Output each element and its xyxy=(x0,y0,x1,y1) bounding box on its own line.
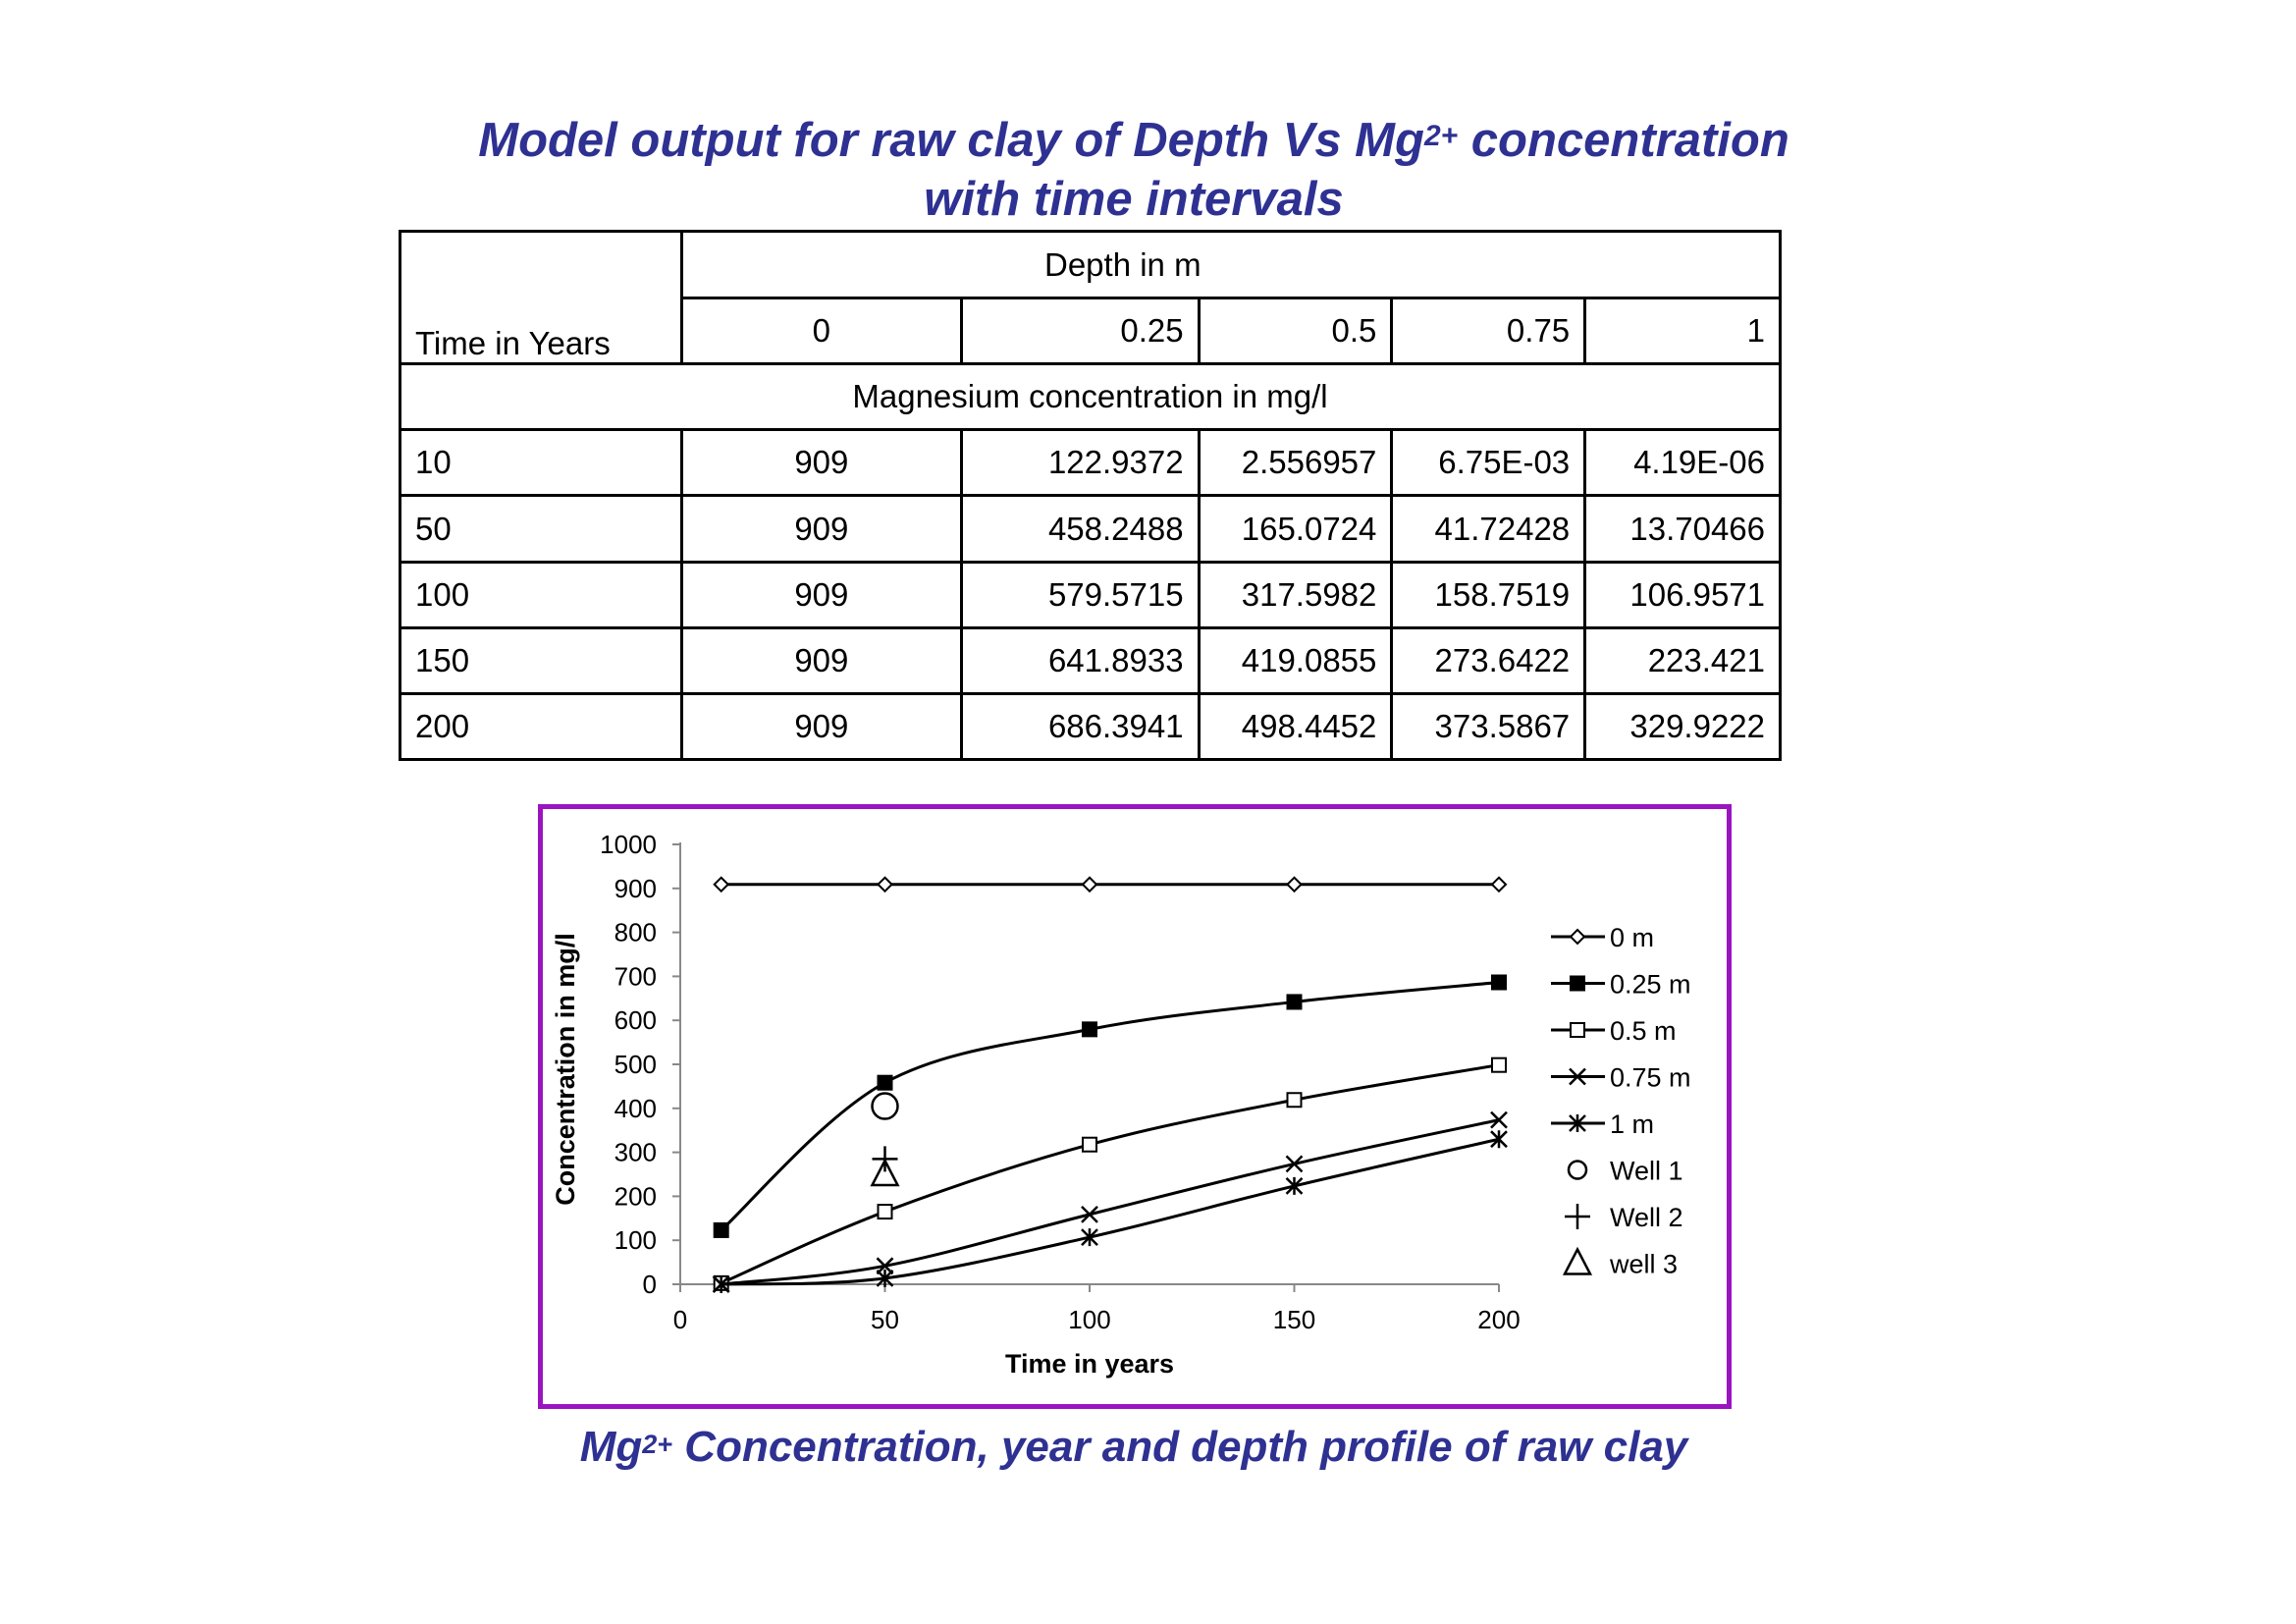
caption-text: Concentration, year and depth profile of raw clay xyxy=(672,1423,1688,1471)
time-cell: 100 xyxy=(400,562,682,627)
y-tick-label: 400 xyxy=(614,1093,657,1123)
y-tick-label: 700 xyxy=(614,961,657,992)
value-cell: 909 xyxy=(681,562,962,627)
data-point-0m xyxy=(1083,878,1096,892)
data-point-0_25m xyxy=(714,1222,729,1238)
value-cell: 41.72428 xyxy=(1392,496,1585,562)
data-point-0_25m xyxy=(1082,1021,1097,1037)
value-cell: 458.2488 xyxy=(962,496,1199,562)
value-cell: 498.4452 xyxy=(1199,693,1392,759)
depth-col-1: 0.25 xyxy=(962,298,1199,364)
value-cell: 2.556957 xyxy=(1199,430,1392,496)
title-text-a: Model output for raw clay of Depth Vs Mg xyxy=(478,114,1424,167)
legend-marker-0_25-m xyxy=(1570,976,1585,992)
legend-marker-0-m xyxy=(1571,930,1584,944)
legend-label-0_75-m: 0.75 m xyxy=(1610,1062,1691,1093)
y-tick-label: 100 xyxy=(614,1225,657,1256)
value-cell: 686.3941 xyxy=(962,693,1199,759)
caption-prefix: Mg xyxy=(579,1423,643,1471)
page-subtitle: with time intervals xyxy=(924,173,1344,226)
value-cell: 165.0724 xyxy=(1199,496,1392,562)
y-tick-label: 200 xyxy=(614,1181,657,1212)
time-header: Time in Years xyxy=(400,232,682,364)
value-cell: 909 xyxy=(681,627,962,693)
y-tick-label: 900 xyxy=(614,873,657,903)
value-cell: 317.5982 xyxy=(1199,562,1392,627)
depth-col-2: 0.5 xyxy=(1199,298,1392,364)
time-cell: 50 xyxy=(400,496,682,562)
series-line-0_5m xyxy=(721,1065,1499,1283)
legend-label-0-m: 0 m xyxy=(1610,923,1655,952)
y-tick-label: 600 xyxy=(614,1005,657,1036)
value-cell: 273.6422 xyxy=(1392,627,1585,693)
well-point-well-1 xyxy=(873,1094,898,1119)
y-tick-label: 1000 xyxy=(600,830,657,859)
legend-marker-well-2 xyxy=(1565,1204,1590,1229)
value-cell: 641.8933 xyxy=(962,627,1199,693)
value-cell: 158.7519 xyxy=(1392,562,1585,627)
value-cell: 373.5867 xyxy=(1392,693,1585,759)
y-tick-label: 500 xyxy=(614,1050,657,1079)
value-cell: 223.421 xyxy=(1585,627,1781,693)
series-line-0_25m xyxy=(721,982,1499,1229)
legend-label-0_5-m: 0.5 m xyxy=(1610,1016,1677,1046)
legend-marker-well-1 xyxy=(1569,1162,1586,1179)
value-cell: 13.70466 xyxy=(1585,496,1781,562)
value-cell: 106.9571 xyxy=(1585,562,1781,627)
data-point-0m xyxy=(1492,878,1506,892)
x-axis-label: Time in years xyxy=(1004,1349,1175,1379)
value-cell: 6.75E-03 xyxy=(1392,430,1585,496)
time-cell: 200 xyxy=(400,693,682,759)
depth-col-0: 0 xyxy=(681,298,962,364)
data-point-0_5m xyxy=(1083,1138,1096,1152)
title-text-b: concentration xyxy=(1458,114,1789,167)
value-cell: 4.19E-06 xyxy=(1585,430,1781,496)
data-point-0m xyxy=(1288,878,1302,892)
data-point-0_25m xyxy=(878,1075,893,1091)
value-cell: 122.9372 xyxy=(962,430,1199,496)
value-cell: 909 xyxy=(681,496,962,562)
legend-label-well-1: Well 1 xyxy=(1610,1156,1683,1186)
legend-label-0_25-m: 0.25 m xyxy=(1610,969,1691,1000)
x-tick-label: 150 xyxy=(1272,1305,1316,1334)
depth-col-4: 1 xyxy=(1585,298,1781,364)
value-cell: 909 xyxy=(681,430,962,496)
data-point-0m xyxy=(715,878,728,892)
x-tick-label: 0 xyxy=(672,1305,688,1334)
x-tick-label: 50 xyxy=(871,1305,899,1334)
data-point-0_25m xyxy=(1287,994,1303,1009)
unit-subheader: Magnesium concentration in mg/l xyxy=(400,364,1781,430)
y-tick-label: 0 xyxy=(642,1270,657,1299)
legend-marker-well-3 xyxy=(1565,1250,1590,1274)
y-tick-label: 800 xyxy=(614,917,657,947)
value-cell: 419.0855 xyxy=(1199,627,1392,693)
data-point-0m xyxy=(879,878,892,892)
chart-caption xyxy=(471,1421,1796,1474)
y-axis-label: Concentration in mg/l xyxy=(551,933,580,1206)
data-point-0_5m xyxy=(1492,1058,1506,1072)
legend-label-well-2: Well 2 xyxy=(1610,1203,1683,1232)
legend-marker-0_5-m xyxy=(1571,1023,1584,1037)
depth-header: Depth in m xyxy=(681,232,1780,298)
time-cell: 150 xyxy=(400,627,682,693)
time-cell: 10 xyxy=(400,430,682,496)
series-line-1m xyxy=(721,1139,1499,1284)
data-point-0_5m xyxy=(879,1205,892,1218)
title-superscript: 2+ xyxy=(1423,120,1459,152)
value-cell: 329.9222 xyxy=(1585,693,1781,759)
y-tick-label: 300 xyxy=(614,1137,657,1167)
series-line-0_75m xyxy=(721,1120,1499,1284)
x-tick-label: 100 xyxy=(1068,1305,1111,1334)
depth-col-3: 0.75 xyxy=(1392,298,1585,364)
caption-superscript: 2+ xyxy=(642,1430,673,1459)
value-cell: 909 xyxy=(681,693,962,759)
data-point-0_25m xyxy=(1491,974,1507,990)
value-cell: 579.5715 xyxy=(962,562,1199,627)
legend-label-1-m: 1 m xyxy=(1610,1110,1655,1139)
x-tick-label: 200 xyxy=(1477,1305,1521,1334)
data-point-0_5m xyxy=(1288,1093,1302,1107)
legend-label-well-3: well 3 xyxy=(1610,1249,1679,1279)
